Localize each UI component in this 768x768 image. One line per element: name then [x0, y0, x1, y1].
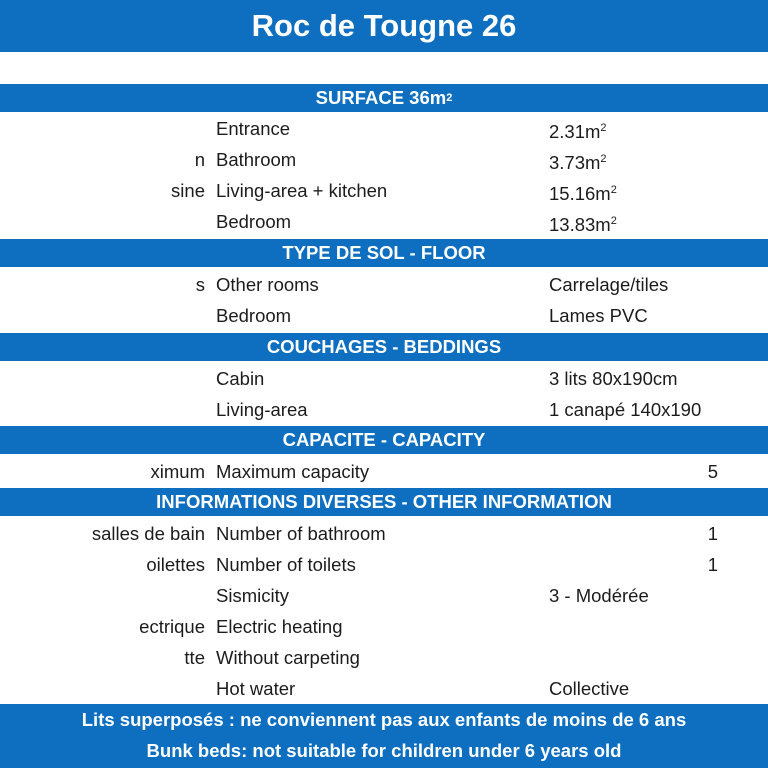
value-cell: Lames PVC	[549, 305, 648, 326]
section-header-beddings	[0, 332, 768, 361]
table-row	[0, 363, 768, 394]
warning-line-french: Lits superposés : ne conviennent pas aux enfants de moins de 6 ans	[81, 709, 687, 730]
warning-footer	[0, 704, 768, 768]
value-cell: Carrelage/tiles	[549, 274, 669, 295]
table-row	[0, 206, 768, 237]
table-row	[0, 113, 768, 144]
value-cell	[549, 642, 759, 673]
english-label: Entrance	[216, 118, 291, 139]
value-cell: Collective	[549, 678, 630, 699]
english-label: Number of bathroom	[216, 523, 386, 544]
french-label: sine	[171, 180, 205, 201]
table-row	[0, 580, 768, 611]
english-label: Maximum capacity	[216, 461, 370, 482]
section-header-floor	[0, 238, 768, 267]
section-title: CAPACITE - CAPACITY	[282, 429, 486, 450]
value-text: 15.16m	[549, 183, 611, 205]
french-label: n	[194, 149, 205, 170]
value-cell	[549, 206, 759, 237]
french-label: ectrique	[139, 616, 205, 637]
value-cell	[549, 113, 759, 144]
english-label: Living-area	[216, 399, 308, 420]
section-title: INFORMATIONS DIVERSES - OTHER INFORMATION	[156, 491, 612, 512]
table-row	[0, 518, 768, 549]
value-cell	[549, 175, 759, 206]
value-cell: 1 canapé 140x190	[549, 399, 702, 420]
table-row	[0, 175, 768, 206]
value-cell: 3 lits 80x190cm	[549, 368, 678, 389]
english-label: Bedroom	[216, 305, 292, 326]
value-text: 13.83m	[549, 214, 611, 236]
section-title: SURFACE 36m	[315, 87, 447, 108]
english-label: Living-area + kitchen	[216, 180, 388, 201]
english-label: Electric heating	[216, 616, 343, 637]
section-title: COUCHAGES - BEDDINGS	[266, 336, 502, 357]
table-row	[0, 642, 768, 673]
french-label: salles de bain	[91, 523, 205, 544]
unit-superscript: 2	[600, 153, 607, 165]
value-text: 3.73m	[549, 152, 601, 174]
english-label: Hot water	[216, 678, 296, 699]
english-label: Without carpeting	[216, 647, 360, 668]
french-label: tte	[184, 647, 205, 668]
table-row	[0, 673, 768, 704]
section-header-surface	[0, 83, 768, 112]
table-row	[0, 269, 768, 300]
unit-superscript: 2	[610, 215, 617, 227]
value-cell: 3 - Modérée	[549, 585, 649, 606]
english-label: Number of toilets	[216, 554, 356, 575]
value-cell: 1	[707, 523, 718, 544]
table-row	[0, 144, 768, 175]
unit-superscript: 2	[610, 184, 617, 196]
warning-line-english: Bunk beds: not suitable for children under 6 years old	[146, 740, 622, 761]
section-title: TYPE DE SOL - FLOOR	[282, 242, 486, 263]
french-label: s	[195, 274, 205, 295]
english-label: Bathroom	[216, 149, 297, 170]
table-row	[0, 611, 768, 642]
english-label: Bedroom	[216, 211, 292, 232]
table-row	[0, 394, 768, 425]
value-cell: 1	[707, 554, 718, 575]
unit-superscript: 2	[600, 122, 607, 134]
table-row	[0, 549, 768, 580]
section-header-other-information	[0, 487, 768, 516]
french-label: ximum	[150, 461, 205, 482]
french-label: oilettes	[146, 554, 205, 575]
table-row	[0, 456, 768, 487]
superscript: 2	[446, 92, 453, 104]
value-text: 2.31m	[549, 121, 601, 143]
value-cell: 5	[707, 461, 718, 482]
section-header-capacity	[0, 425, 768, 454]
table-row	[0, 300, 768, 331]
value-cell	[549, 611, 759, 642]
english-label: Other rooms	[216, 274, 319, 295]
english-label: Sismicity	[216, 585, 289, 606]
english-label: Cabin	[216, 368, 265, 389]
value-cell	[549, 144, 759, 175]
page-title: Roc de Tougne 26	[0, 0, 768, 52]
